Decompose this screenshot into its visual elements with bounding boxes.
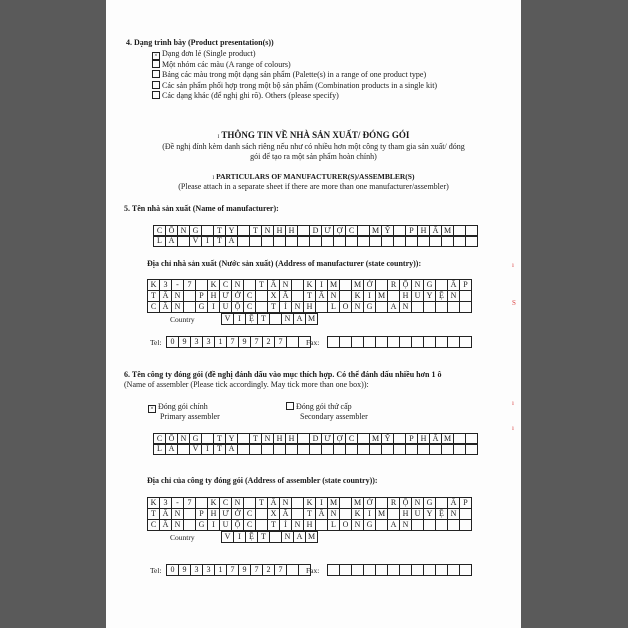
grid-cell: C — [153, 433, 166, 445]
grid-cell: Ư — [321, 433, 334, 445]
grid-cell: H — [207, 508, 220, 520]
grid-cell: U — [219, 301, 232, 313]
grid-cell: Ỹ — [381, 433, 394, 445]
grid-cell: N — [291, 301, 304, 313]
grid-cell: Ẩ — [429, 225, 442, 237]
left-margin-band — [0, 0, 106, 628]
grid-cell: 3 — [202, 336, 215, 348]
grid-cell: 1 — [214, 336, 227, 348]
grid-cell: N — [281, 313, 294, 325]
grid-cell — [459, 564, 472, 576]
grid-cell: T — [213, 443, 226, 455]
edge-mark-1: ı — [512, 261, 514, 269]
grid-cell: M — [375, 508, 388, 520]
grid-cell: I — [233, 531, 246, 543]
grid-cell: I — [315, 497, 328, 509]
grid-cell: M — [369, 433, 382, 445]
grid-cell: T — [147, 508, 160, 520]
presentation-option[interactable] — [152, 60, 291, 70]
assembler-address-grid-3 — [148, 519, 472, 531]
secondary-assembler-en: Secondary assembler — [300, 412, 368, 421]
grid-cell: G — [363, 301, 376, 313]
grid-cell: N — [171, 301, 184, 313]
option-label: Dạng đơn lẻ (Single product) — [162, 49, 256, 58]
grid-cell: G — [189, 433, 202, 445]
manufacturer-address-grid-3 — [148, 301, 472, 313]
grid-cell: 7 — [226, 336, 239, 348]
grid-cell: Â — [315, 290, 328, 302]
grid-cell: K — [351, 290, 364, 302]
grid-cell: 2 — [262, 564, 275, 576]
grid-cell: H — [207, 290, 220, 302]
grid-cell: A — [225, 235, 238, 247]
grid-cell: N — [327, 290, 340, 302]
grid-cell: M — [351, 279, 364, 291]
grid-cell: N — [231, 497, 244, 509]
grid-cell: 7 — [183, 279, 196, 291]
grid-cell: C — [243, 508, 256, 520]
option-label: Bảng các màu trong một dạng sản phẩm (Palette(s) in a range of one product type) — [162, 70, 427, 79]
primary-assembler-en: Primary assembler — [160, 412, 220, 421]
grid-cell: Ệ — [435, 290, 448, 302]
grid-cell: X — [267, 290, 280, 302]
grid-cell: Ấ — [447, 279, 460, 291]
grid-cell: Ỉ — [279, 301, 292, 313]
manufacturer-address-label: Địa chỉ nhà sản xuất (Nước sản xuất) (Address of manufacturer (state country)): — [147, 259, 422, 268]
manufacturer-country-label: Country — [170, 315, 195, 324]
grid-cell: Ô — [165, 225, 178, 237]
grid-cell: I — [201, 235, 214, 247]
grid-cell: M — [305, 531, 318, 543]
grid-cell: C — [147, 301, 160, 313]
info-note-vi-2: gói để tạo ra một sản phẩm hoàn chỉnh) — [250, 152, 377, 161]
info-title-vi: I THÔNG TIN VỀ NHÀ SẢN XUẤT/ ĐÓNG GÓI — [217, 130, 410, 140]
grid-cell: N — [171, 508, 184, 520]
option-label: Một nhóm các màu (A range of colours) — [162, 59, 291, 69]
grid-cell: L — [327, 301, 340, 313]
grid-cell: T — [255, 497, 268, 509]
grid-cell — [459, 336, 472, 348]
grid-cell: Ợ — [333, 433, 346, 445]
grid-cell: 9 — [238, 336, 251, 348]
manufacturer-tel-grid — [167, 336, 311, 348]
grid-cell: T — [255, 279, 268, 291]
presentation-option[interactable] — [152, 91, 339, 101]
grid-cell: Ầ — [159, 519, 172, 531]
grid-cell: I — [315, 279, 328, 291]
manufacturer-fax-label: Fax: — [306, 338, 320, 347]
grid-cell: 3 — [190, 336, 203, 348]
presentation-option[interactable] — [152, 81, 437, 91]
section6-title: 6. Tên công ty đóng gói (đề nghị đánh dấu vào mục thích hợp. Có thể đánh dấu nhiều hơn 1 ô — [124, 370, 442, 379]
grid-cell: H — [273, 433, 286, 445]
grid-cell: Ộ — [231, 519, 244, 531]
grid-cell: 0 — [166, 564, 179, 576]
grid-cell: M — [375, 290, 388, 302]
grid-cell: Â — [267, 497, 280, 509]
info-note-en: (Please attach in a separate sheet if there are more than one manufacturer/assembler) — [178, 182, 449, 191]
grid-cell: Y — [225, 225, 238, 237]
grid-cell: D — [309, 225, 322, 237]
grid-cell: L — [153, 235, 166, 247]
grid-cell: Ầ — [159, 301, 172, 313]
grid-cell: K — [207, 497, 220, 509]
grid-cell: N — [327, 508, 340, 520]
grid-cell: G — [195, 301, 208, 313]
grid-cell: 7 — [250, 336, 263, 348]
grid-cell: Y — [423, 290, 436, 302]
grid-cell: T — [147, 290, 160, 302]
grid-cell: 7 — [274, 336, 287, 348]
grid-cell: V — [189, 443, 202, 455]
document-page — [106, 0, 521, 628]
grid-cell: H — [417, 225, 430, 237]
grid-cell: U — [411, 290, 424, 302]
grid-cell: X — [267, 508, 280, 520]
grid-cell: A — [293, 531, 306, 543]
grid-cell: K — [147, 279, 160, 291]
primary-checkbox[interactable]: × — [148, 405, 156, 413]
grid-cell: Â — [267, 279, 280, 291]
grid-cell: N — [177, 433, 190, 445]
grid-cell: 3 — [202, 564, 215, 576]
secondary-checkbox[interactable] — [286, 402, 294, 410]
grid-cell: H — [303, 519, 316, 531]
edge-mark-3: ı — [512, 399, 514, 407]
grid-cell: N — [399, 519, 412, 531]
info-title-en: I PARTICULARS OF MANUFACTURER(S)/ASSEMBLER(S) — [212, 172, 415, 181]
grid-cell: Ộ — [399, 279, 412, 291]
grid-cell: N — [351, 301, 364, 313]
grid-cell: A — [293, 313, 306, 325]
assembler-tel-label: Tel: — [150, 566, 162, 575]
grid-cell: T — [267, 301, 280, 313]
grid-cell: 3 — [159, 497, 172, 509]
grid-cell: T — [267, 519, 280, 531]
section6-title-en: (Name of assembler (Please tick accordingly. May tick more than one box)): — [124, 380, 369, 389]
grid-cell: C — [243, 301, 256, 313]
option-label: Các sản phẩm phối hợp trong một bộ sản phẩm (Combination products in a single kit) — [162, 80, 438, 90]
grid-cell: K — [207, 279, 220, 291]
grid-cell: N — [261, 225, 274, 237]
grid-cell: Ã — [279, 508, 292, 520]
grid-cell: C — [147, 519, 160, 531]
grid-cell: N — [411, 279, 424, 291]
grid-cell: Ệ — [435, 508, 448, 520]
grid-cell: H — [273, 225, 286, 237]
grid-cell: C — [219, 497, 232, 509]
assembler-name-grid-2 — [154, 443, 478, 455]
grid-cell: A — [165, 443, 178, 455]
grid-cell: N — [279, 497, 292, 509]
grid-cell: Ư — [321, 225, 334, 237]
presentation-option[interactable] — [152, 70, 426, 80]
grid-cell: I — [363, 290, 376, 302]
grid-cell: T — [213, 433, 226, 445]
assembler-country-label: Country — [170, 533, 195, 542]
grid-cell: M — [305, 313, 318, 325]
grid-cell: N — [177, 225, 190, 237]
grid-cell: K — [147, 497, 160, 509]
grid-cell: A — [387, 519, 400, 531]
grid-cell: N — [261, 433, 274, 445]
grid-cell: Ư — [219, 508, 232, 520]
grid-cell: N — [399, 301, 412, 313]
grid-cell: G — [423, 497, 436, 509]
grid-cell: Ợ — [333, 225, 346, 237]
grid-cell: N — [171, 290, 184, 302]
grid-cell: T — [249, 225, 262, 237]
grid-cell: T — [213, 225, 226, 237]
grid-cell: H — [399, 290, 412, 302]
grid-cell: V — [221, 531, 234, 543]
assembler-tel-grid — [167, 564, 311, 576]
grid-cell: O — [339, 301, 352, 313]
grid-cell: K — [351, 508, 364, 520]
manufacturer-fax-grid — [328, 336, 472, 348]
grid-cell: T — [213, 235, 226, 247]
grid-cell: D — [309, 433, 322, 445]
grid-cell: C — [153, 225, 166, 237]
grid-cell: 7 — [250, 564, 263, 576]
grid-cell: M — [327, 279, 340, 291]
grid-cell: H — [399, 508, 412, 520]
grid-cell: C — [243, 519, 256, 531]
grid-cell: - — [171, 279, 184, 291]
grid-cell: H — [285, 433, 298, 445]
grid-cell: N — [447, 290, 460, 302]
grid-cell: 9 — [178, 564, 191, 576]
grid-cell: N — [279, 279, 292, 291]
assembler-address-label: Địa chỉ của công ty đóng gói (Address of assembler (state country)): — [147, 476, 378, 485]
grid-cell: A — [225, 443, 238, 455]
grid-cell: G — [363, 519, 376, 531]
edge-mark-4: ı — [512, 424, 514, 432]
manufacturer-name-grid-2 — [154, 235, 478, 247]
grid-cell: L — [153, 443, 166, 455]
grid-cell: Ư — [219, 290, 232, 302]
grid-cell: N — [291, 519, 304, 531]
grid-cell: Y — [423, 508, 436, 520]
grid-cell: Ệ — [245, 313, 258, 325]
grid-cell — [465, 443, 478, 455]
grid-cell: N — [231, 279, 244, 291]
grid-cell: C — [219, 279, 232, 291]
grid-cell: T — [303, 508, 316, 520]
grid-cell: P — [459, 279, 472, 291]
grid-cell: Ỉ — [279, 519, 292, 531]
grid-cell: I — [233, 313, 246, 325]
grid-cell: M — [369, 225, 382, 237]
roman-prefix: I — [217, 135, 220, 140]
grid-cell: U — [411, 508, 424, 520]
grid-cell: 7 — [274, 564, 287, 576]
grid-cell: A — [165, 235, 178, 247]
grid-cell: Ẩ — [429, 433, 442, 445]
grid-cell: Ớ — [231, 290, 244, 302]
info-note-vi-1: (Đề nghị đính kèm danh sách riêng nếu như có nhiều hơn một công ty tham gia sản xuất/ đóng — [162, 142, 465, 151]
grid-cell: Ở — [363, 279, 376, 291]
grid-cell: G — [189, 225, 202, 237]
grid-cell: P — [195, 508, 208, 520]
grid-cell: Ô — [165, 433, 178, 445]
grid-cell: Ã — [279, 290, 292, 302]
assembler-fax-label: Fax: — [306, 566, 320, 575]
grid-cell: U — [219, 519, 232, 531]
grid-cell: N — [447, 508, 460, 520]
primary-assembler-option: × Đóng gói chính — [148, 402, 208, 413]
grid-cell: C — [345, 225, 358, 237]
grid-cell: Ộ — [231, 301, 244, 313]
grid-cell: Ỹ — [381, 225, 394, 237]
grid-cell: Ở — [363, 497, 376, 509]
grid-cell: N — [351, 519, 364, 531]
grid-cell: 9 — [178, 336, 191, 348]
manufacturer-country-grid — [222, 313, 318, 325]
option-checkbox[interactable] — [152, 70, 160, 78]
grid-cell: G — [195, 519, 208, 531]
grid-cell: Â — [315, 508, 328, 520]
grid-cell: M — [327, 497, 340, 509]
grid-cell: 9 — [238, 564, 251, 576]
grid-cell: A — [387, 301, 400, 313]
grid-cell: Â — [159, 290, 172, 302]
grid-cell: H — [303, 301, 316, 313]
section4-title: 4. Dạng trình bày (Product presentation(s)) — [126, 38, 274, 47]
grid-cell: K — [303, 497, 316, 509]
grid-cell: H — [285, 225, 298, 237]
grid-cell: P — [405, 433, 418, 445]
grid-cell: N — [411, 497, 424, 509]
grid-cell: O — [339, 519, 352, 531]
grid-cell: V — [189, 235, 202, 247]
grid-cell: 7 — [183, 497, 196, 509]
edge-mark-2: S — [512, 299, 516, 307]
grid-cell: Ớ — [231, 508, 244, 520]
option-checkbox[interactable]: × — [152, 52, 160, 60]
grid-cell: H — [417, 433, 430, 445]
grid-cell: V — [221, 313, 234, 325]
grid-cell: 1 — [214, 564, 227, 576]
option-checkbox[interactable] — [152, 60, 160, 68]
option-label: Các dạng khác (để nghị ghi rõ). Others (please specify) — [162, 91, 339, 100]
grid-cell: C — [345, 433, 358, 445]
assembler-fax-grid — [328, 564, 472, 576]
option-checkbox[interactable] — [152, 81, 160, 89]
grid-cell: I — [363, 508, 376, 520]
grid-cell: I — [201, 443, 214, 455]
secondary-assembler-option: Đóng gói thứ cấp — [286, 402, 352, 412]
grid-cell: I — [207, 519, 220, 531]
section5-title: 5. Tên nhà sản xuất (Name of manufacturer): — [124, 204, 279, 213]
assembler-country-grid — [222, 531, 318, 543]
grid-cell: 2 — [262, 336, 275, 348]
grid-cell: G — [423, 279, 436, 291]
grid-cell: N — [281, 531, 294, 543]
grid-cell: M — [441, 433, 454, 445]
grid-cell: M — [351, 497, 364, 509]
grid-cell — [459, 301, 472, 313]
grid-cell — [459, 519, 472, 531]
grid-cell: 3 — [159, 279, 172, 291]
grid-cell: P — [459, 497, 472, 509]
grid-cell: N — [171, 519, 184, 531]
option-checkbox[interactable] — [152, 91, 160, 99]
grid-cell: T — [257, 531, 270, 543]
presentation-option[interactable] — [152, 49, 256, 60]
grid-cell: K — [303, 279, 316, 291]
grid-cell: Â — [159, 508, 172, 520]
grid-cell: R — [387, 279, 400, 291]
grid-cell: Y — [225, 433, 238, 445]
grid-cell: Ấ — [447, 497, 460, 509]
grid-cell: C — [243, 290, 256, 302]
grid-cell: 0 — [166, 336, 179, 348]
grid-cell: 7 — [226, 564, 239, 576]
grid-cell: 3 — [190, 564, 203, 576]
right-margin-band — [521, 0, 628, 628]
grid-cell: Ệ — [245, 531, 258, 543]
grid-cell — [465, 235, 478, 247]
grid-cell: L — [327, 519, 340, 531]
grid-cell: P — [405, 225, 418, 237]
grid-cell: T — [303, 290, 316, 302]
grid-cell: I — [207, 301, 220, 313]
grid-cell: - — [171, 497, 184, 509]
manufacturer-tel-label: Tel: — [150, 338, 162, 347]
grid-cell: P — [195, 290, 208, 302]
grid-cell: R — [387, 497, 400, 509]
grid-cell: M — [441, 225, 454, 237]
grid-cell: T — [249, 433, 262, 445]
grid-cell: T — [257, 313, 270, 325]
grid-cell: Ộ — [399, 497, 412, 509]
